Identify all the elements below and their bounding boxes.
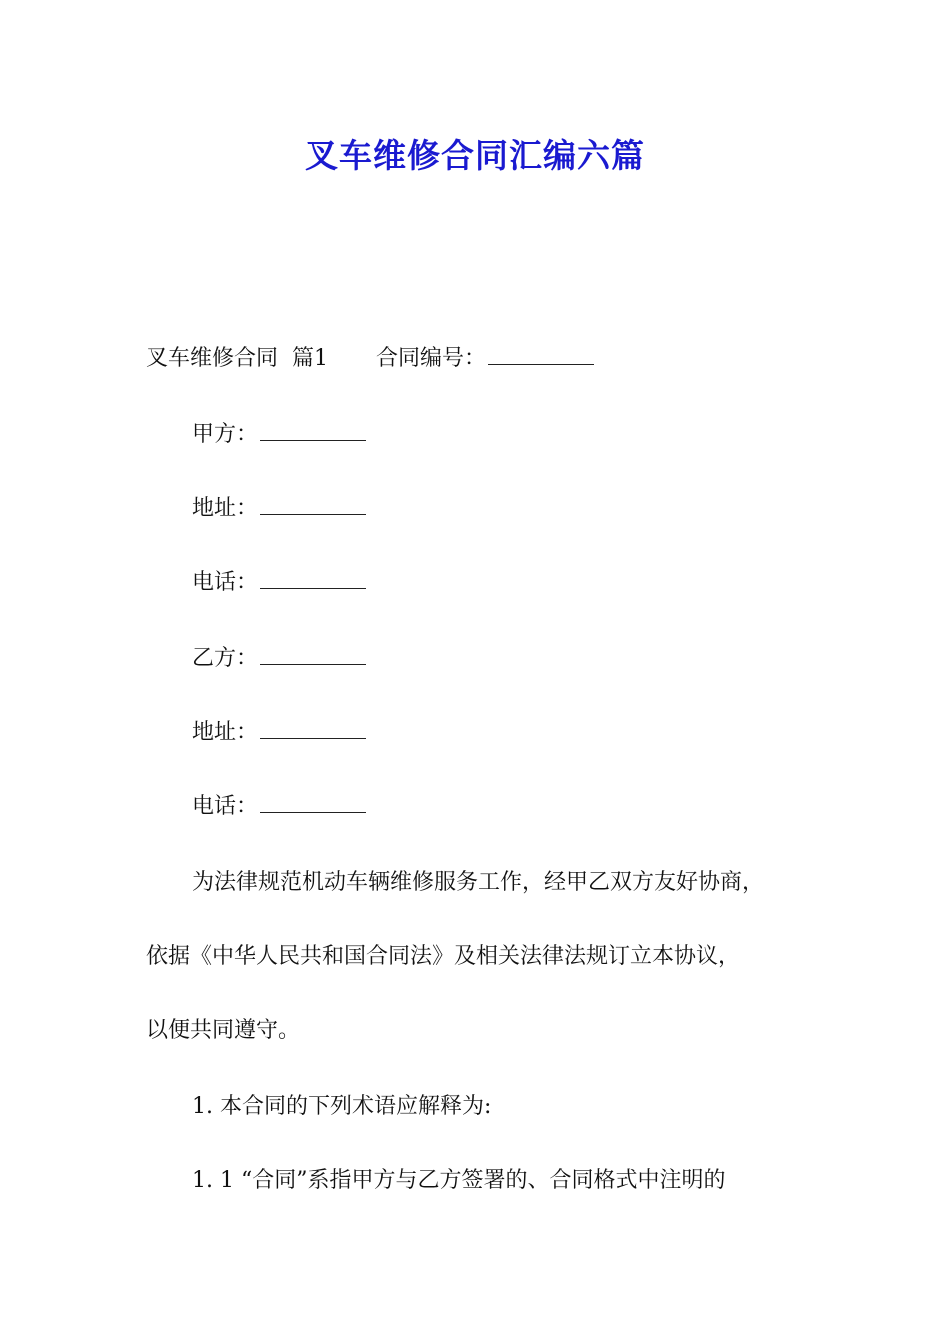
party-a-phone-blank[interactable]	[260, 568, 366, 589]
party-a-phone-label: 电话：	[192, 570, 259, 595]
party-a-name-blank[interactable]	[260, 420, 366, 441]
contract-number-label: 合同编号：	[375, 346, 486, 371]
intro-paragraph-line-3: 以便共同遵守。	[146, 1018, 301, 1043]
contract-number-blank[interactable]	[488, 344, 594, 365]
party-a-name-label: 甲方：	[192, 422, 259, 447]
party-a-address-line	[192, 494, 366, 524]
intro-paragraph-line-1: 为法律规范机动车辆维修服务工作，经甲乙双方友好协商，	[192, 870, 765, 895]
party-b-address-line	[192, 718, 366, 748]
contract-header-line	[146, 344, 594, 374]
section-label: 叉车维修合同 篇1	[146, 346, 328, 371]
party-b-phone-label: 电话：	[192, 794, 259, 819]
party-a-phone-line	[192, 568, 366, 598]
party-b-name-label: 乙方：	[192, 646, 259, 671]
party-b-phone-line	[192, 792, 366, 822]
clause-1-heading: 1. 本合同的下列术语应解释为:	[192, 1094, 492, 1119]
party-b-address-blank[interactable]	[260, 718, 366, 739]
party-a-address-label: 地址：	[192, 496, 259, 521]
party-b-phone-blank[interactable]	[260, 792, 366, 813]
clause-1-1-text: 1. 1 “合同”系指甲方与乙方签署的、合同格式中注明的	[192, 1168, 726, 1193]
party-b-address-label: 地址：	[192, 720, 259, 745]
party-a-name-line	[192, 420, 366, 450]
party-b-name-line	[192, 644, 366, 674]
document-title: 叉车维修合同汇编六篇	[305, 136, 645, 175]
party-b-name-blank[interactable]	[260, 644, 366, 665]
intro-paragraph-line-2: 依据《中华人民共和国合同法》及相关法律法规订立本协议，	[146, 944, 741, 969]
party-a-address-blank[interactable]	[260, 494, 366, 515]
